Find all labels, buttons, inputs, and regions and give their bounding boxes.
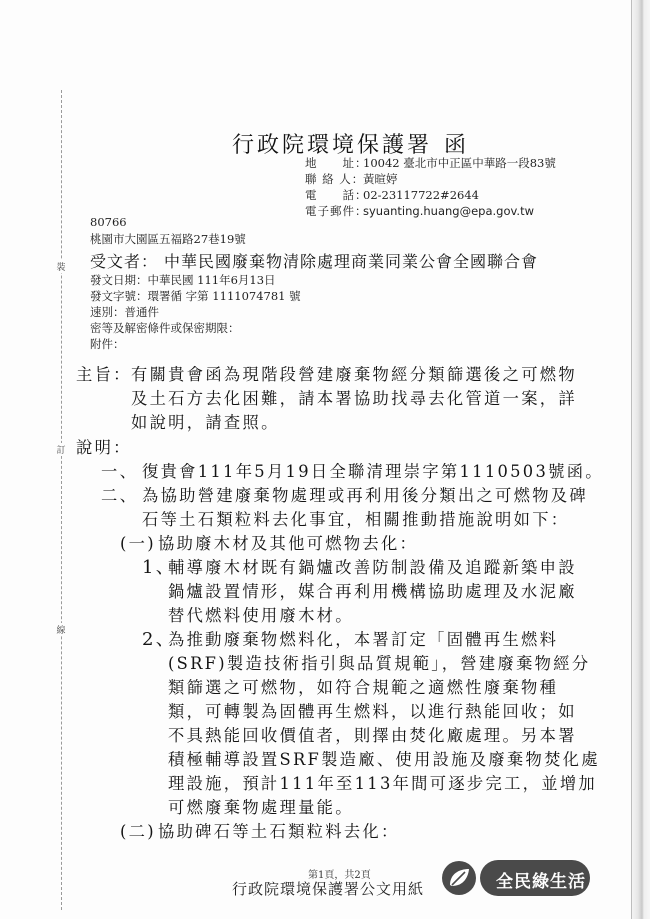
sub-item-line: 不具熱能回收價值者，則擇由焚化廠處理。另本署 — [168, 726, 577, 745]
subject-label: 主旨： — [76, 365, 132, 384]
meta-label: 附件： — [90, 337, 125, 351]
subject-line: 有關貴會函為現階段營建廢棄物經分類篩選後之可燃物 — [131, 365, 577, 384]
meta-label: 發文字號： — [90, 289, 148, 303]
meta-attachments — [90, 336, 125, 352]
item-marker: 二、 — [101, 486, 139, 505]
meta-doc-number — [90, 288, 301, 304]
postal-code: 80766 — [90, 215, 127, 229]
contact-label: 聯 絡 人： — [305, 172, 365, 186]
contact-address — [305, 155, 556, 171]
watermark-logo — [480, 860, 590, 896]
meta-value: 中華民國 111年6月13日 — [147, 273, 276, 287]
subsection-title: 協助碑石等土石類粒料去化： — [158, 822, 400, 841]
sub-item-line: 鍋爐設置情形，媒合再利用機構協助處理及水泥廠 — [168, 582, 577, 601]
contact-email — [305, 203, 534, 219]
subject-line: 及土石方去化困難，請本署協助找尋去化管道一案，詳 — [131, 389, 577, 408]
contact-label: 地 址： — [305, 156, 368, 170]
item-line: 石等土石類粒料去化事宜，相關推動措施說明如下： — [142, 510, 570, 529]
contact-person — [305, 171, 398, 187]
contact-label: 電 話： — [305, 188, 368, 202]
recipient-line — [90, 249, 538, 272]
sub-item-line: 積極輔導設置SRF製造廠、使用設施及廢棄物焚化處 — [168, 750, 600, 769]
binding-mark-ding: 訂 — [52, 443, 70, 456]
contact-value: 02-23117722#2644 — [363, 188, 479, 202]
meta-label: 速別： — [90, 305, 125, 319]
sub-item-line: 替代燃料使用廢木材。 — [168, 606, 354, 625]
item-line: 為協助營建廢棄物處理或再利用後分類出之可燃物及碑 — [142, 486, 588, 505]
scan-edge-shadow — [632, 0, 650, 919]
subsection-marker: (一) — [120, 534, 156, 553]
meta-label: 密等及解密條件或保密期限： — [90, 321, 240, 335]
meta-label: 發文日期： — [90, 273, 148, 287]
sub-item-line: 輔導廢木材既有鍋爐改善防制設備及追蹤新築申設 — [168, 558, 577, 577]
recipient-label: 受文者： — [90, 252, 159, 271]
recipient-address: 桃園市大園區五福路27巷19號 — [90, 232, 246, 246]
meta-value: 環署循 字第 1111074781 號 — [147, 289, 301, 303]
form-name: 行政院環境保護署公文用紙 — [232, 880, 425, 898]
binding-mark-zhuang: 裝 — [52, 260, 70, 273]
sub-item-marker: 2、 — [142, 629, 177, 650]
subsection-marker: (二) — [120, 822, 156, 841]
sub-item-line: 可燃廢棄物處理量能。 — [168, 798, 354, 817]
leaf-logo-icon — [441, 860, 477, 896]
explanation-label: 說明： — [76, 438, 132, 457]
contact-value: 10042 臺北市中正區中華路一段83號 — [363, 156, 556, 170]
sub-item-line: 為推動廢棄物燃料化，本署訂定「固體再生燃料 — [168, 630, 559, 649]
meta-date — [90, 272, 276, 288]
subject-line: 如說明，請查照。 — [131, 413, 280, 432]
meta-confidentiality — [90, 320, 240, 336]
document-type: 函 — [444, 133, 470, 158]
contact-label: 電子郵件： — [305, 204, 368, 218]
contact-phone — [305, 187, 479, 203]
contact-email-value[interactable]: syuanting.huang@epa.gov.tw — [363, 204, 534, 218]
recipient-name: 中華民國廢棄物清除處理商業同業公會全國聯合會 — [164, 252, 539, 271]
meta-speed — [90, 304, 159, 320]
scan-edge-line — [631, 0, 632, 919]
meta-value: 普通件 — [124, 305, 159, 319]
page-number: 第1頁，共2頁 — [308, 870, 371, 881]
sub-item-line: 類，可轉製為固體再生燃料，以進行熱能回收；如 — [168, 702, 577, 721]
contact-value: 黃暄婷 — [363, 172, 398, 186]
item-marker: 一、 — [101, 462, 139, 481]
watermark-logo-text: 全民綠生活 — [496, 872, 586, 892]
binding-mark-xian: 線 — [52, 623, 70, 636]
sub-item-line: 理設施，預計111年至113年間可逐步完工，並增加 — [168, 774, 597, 793]
sub-item-line: 類篩選之可燃物，如符合規範之適燃性廢棄物種 — [168, 678, 559, 697]
item-line: 復貴會111年5月19日全聯清理崇字第1110503號函。 — [142, 462, 604, 481]
agency-name: 行政院環境保護署 — [232, 133, 433, 158]
binding-line — [61, 90, 62, 910]
sub-item-marker: 1、 — [142, 557, 177, 578]
subsection-title: 協助廢木材及其他可燃物去化： — [158, 534, 419, 553]
sub-item-line: (SRF)製造技術指引與品質規範」，營建廢棄物經分 — [168, 654, 591, 673]
